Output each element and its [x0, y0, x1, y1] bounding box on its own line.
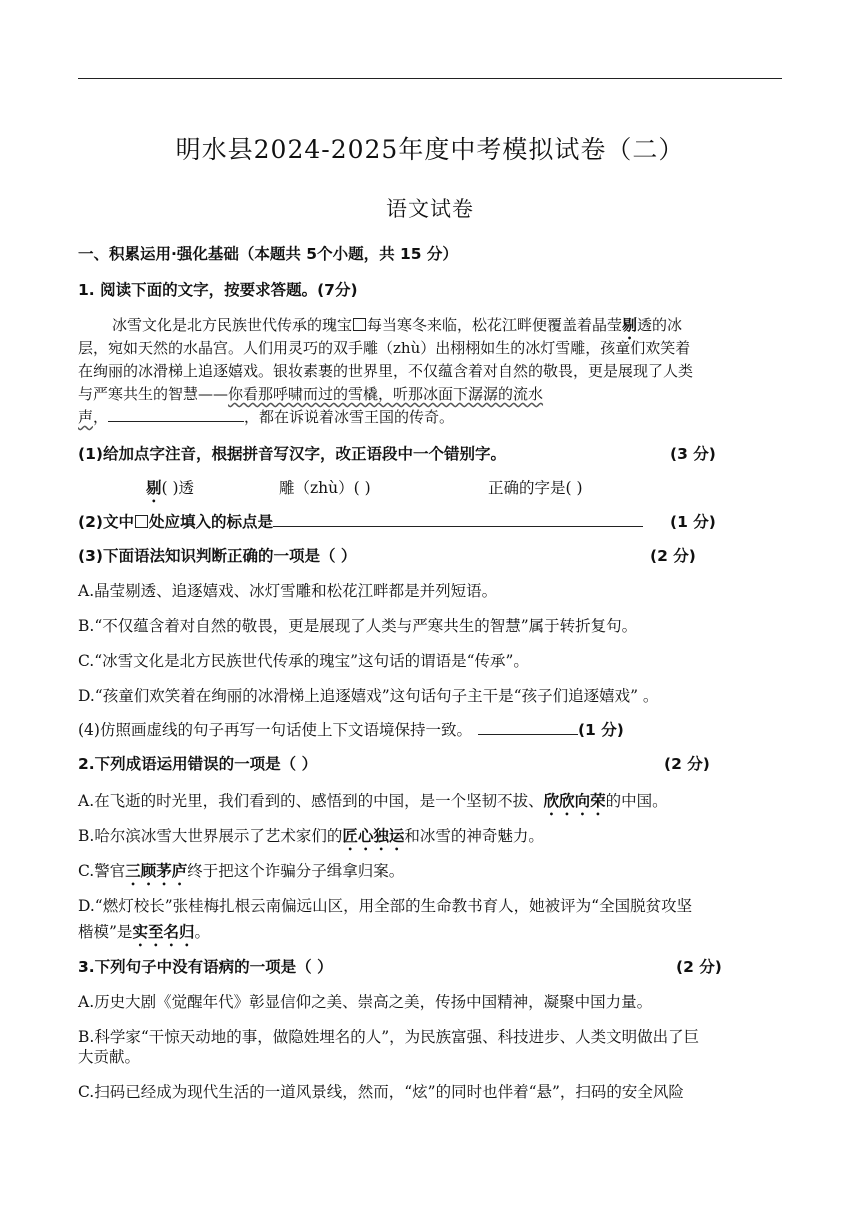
- dotted-idiom: 三顾茅庐: [125, 862, 188, 880]
- q3-option-b-line-1[interactable]: B.科学家“干惊天动地的事，做隐姓埋名的人”，为民族富强、科技进步、人类文明做出了巨: [78, 1028, 700, 1046]
- sub-question-1-score: (3 分): [670, 445, 716, 463]
- q2-option-d-line-2[interactable]: [78, 920, 788, 950]
- dotted-idiom: 实至名归: [132, 923, 195, 941]
- page-subtitle: 语文试卷: [386, 197, 474, 221]
- passage-text: 冰雪文化是北方民族世代传承的瑰宝: [112, 316, 353, 334]
- wavy-underlined-sentence: 你看那呼啸而过的雪橇，听那冰面下潺潺的流水: [228, 385, 544, 403]
- sub-question-1-correct-char[interactable]: 正确的字是( ): [488, 479, 583, 497]
- passage-text: ，: [93, 408, 109, 426]
- sub-question-4: [78, 718, 788, 740]
- option-text: 楷模”是: [78, 923, 133, 941]
- q2-option-b[interactable]: [78, 824, 788, 854]
- question-2-score: (2 分): [664, 755, 710, 773]
- option-c[interactable]: C.“冰雪文化是北方民族世代传承的瑰宝”这句话的谓语是“传承”。: [78, 652, 529, 670]
- sub-question-4-score: (1 分): [577, 721, 624, 739]
- q2-option-c[interactable]: [78, 859, 788, 889]
- option-a[interactable]: A.晶莹剔透、追逐嬉戏、冰灯雪雕和松花江畔都是并列短语。: [78, 582, 498, 600]
- question-text: (4)仿照画虚线的句子再写一句话使上下文语境保持一致。: [78, 721, 472, 739]
- option-text: 。: [194, 923, 210, 941]
- sub-question-1: (1)给加点字注音，根据拼音写汉字，改正语段中一个错别字。: [78, 445, 506, 463]
- option-text: 和冰雪的神奇魅力。: [404, 827, 544, 845]
- question-text: (2)文中: [78, 513, 134, 531]
- answer-blank[interactable]: [478, 720, 578, 735]
- question-text: 处应填入的标点是: [148, 513, 273, 531]
- dotted-char: 剔: [146, 479, 162, 497]
- answer-blank[interactable]: [273, 512, 643, 527]
- passage-text: 与严寒共生的智慧——: [78, 385, 229, 403]
- punctuation-blank-box: [353, 318, 366, 331]
- q3-option-c[interactable]: C.扫码已经成为现代生活的一道风景线，然而，“炫”的同时也伴着“悬”，扫码的安全风险: [78, 1083, 684, 1101]
- top-rule: [78, 78, 782, 79]
- q2-option-d-line-1[interactable]: D.“燃灯校长”张桂梅扎根云南偏远山区，用全部的生命教书育人，她被评为“全国脱贫攻坚: [78, 897, 693, 915]
- option-text: 终于把这个诈骗分子缉拿归案。: [187, 862, 405, 880]
- section-heading: 一、积累运用·强化基础（本题共 5个小题，共 15 分）: [78, 245, 458, 263]
- wavy-underlined-sentence: 声: [78, 408, 94, 426]
- option-text: C.警官: [78, 862, 126, 880]
- question-3-heading: 3.下列句子中没有语病的一项是（ ）: [78, 958, 333, 976]
- sub-question-3-score: (2 分): [650, 547, 696, 565]
- passage-text: 每当寒冬来临，松花江畔便覆盖着晶莹: [367, 316, 623, 334]
- punctuation-blank-box: [135, 515, 148, 528]
- question-1-heading: 1. 阅读下面的文字，按要求答题。(7分): [78, 281, 358, 299]
- passage-text: 透的冰: [637, 316, 683, 334]
- dotted-idiom: 欣欣向荣: [543, 792, 606, 810]
- question-3-score: (2 分): [676, 958, 722, 976]
- dotted-idiom: 匠心独运: [342, 827, 405, 845]
- option-d[interactable]: D.“孩童们欢笑着在绚丽的冰滑梯上追逐嬉戏”这句话句子主干是“孩子们追逐嬉戏” 。: [78, 687, 659, 705]
- dotted-char: 剔: [622, 316, 638, 334]
- question-2-heading: 2.下列成语运用错误的一项是（ ）: [78, 755, 318, 773]
- option-text: A.在飞逝的时光里，我们看到的、感悟到的中国，是一个坚韧不拔、: [78, 792, 544, 810]
- passage-line-5: [78, 406, 788, 427]
- q2-option-a[interactable]: [78, 789, 788, 819]
- sub-question-3: (3)下面语法知识判断正确的一项是（ ）: [78, 547, 357, 565]
- passage-line-2: 层，宛如天然的水晶宫。人们用灵巧的双手雕（zhù）出栩栩如生的冰灯雪雕，孩童们欢笑着: [78, 339, 691, 357]
- answer-blank[interactable]: [108, 407, 244, 422]
- page-title: 明水县2024-2025年度中考模拟试卷（二）: [175, 135, 685, 164]
- q3-option-b-line-2[interactable]: 大贡献。: [78, 1048, 141, 1066]
- option-text: B.哈尔滨冰雪大世界展示了艺术家们的: [78, 827, 343, 845]
- option-text: 的中国。: [605, 792, 668, 810]
- option-b[interactable]: B.“不仅蕴含着对自然的敬畏，更是展现了人类与严寒共生的智慧”属于转折复句。: [78, 617, 638, 635]
- q3-option-a[interactable]: A.历史大剧《觉醒年代》彰显信仰之美、崇高之美，传扬中国精神，凝聚中国力量。: [78, 993, 653, 1011]
- sub-question-1-char-blank[interactable]: 雕（zhù）( ): [279, 479, 371, 497]
- passage-line-4: [78, 383, 788, 404]
- passage-line-3: 在绚丽的冰滑梯上追逐嬉戏。银妆素裹的世界里，不仅蕴含着对自然的敬畏，更是展现了人类: [78, 362, 694, 380]
- sub-question-2-score: (1 分): [670, 513, 716, 531]
- passage-text: ，都在诉说着冰雪王国的传奇。: [244, 408, 455, 426]
- pinyin-blank[interactable]: ( )透: [161, 479, 195, 497]
